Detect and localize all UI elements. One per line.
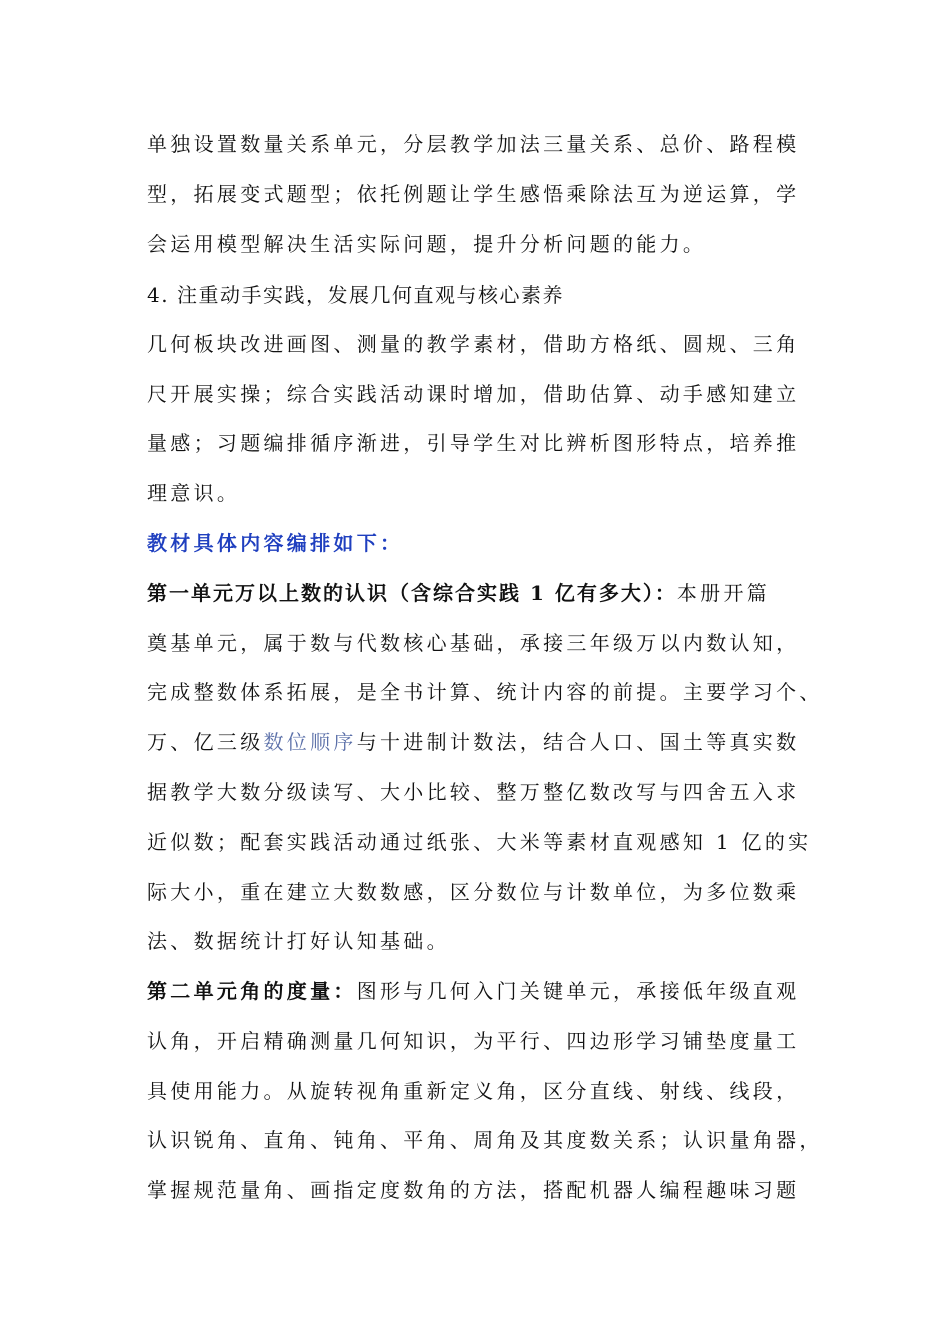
paragraph-line: 会运用模型解决生活实际问题，提升分析问题的能力。 (147, 232, 707, 256)
paragraph-line (147, 727, 799, 757)
unit-two-first-line (147, 976, 799, 1006)
paragraph-line: 理意识。 (147, 481, 241, 505)
unit-one-first-line (147, 578, 770, 608)
paragraph-line: 际大小，重在建立大数数感，区分数位与计数单位，为多位数乘 (147, 880, 800, 904)
paragraph-line: 几何板块改进画图、测量的教学素材，借助方格纸、圆规、三角 (147, 332, 800, 356)
paragraph-line: 具使用能力。从旋转视角重新定义角，区分直线、射线、线段， (147, 1079, 800, 1103)
paragraph-line: 据教学大数分级读写、大小比较、整万整亿数改写与四舍五入求 (147, 780, 800, 804)
paragraph-line: 尺开展实操；综合实践活动课时增加，借助估算、动手感知建立 (147, 382, 800, 406)
paragraph-line: 量感；习题编排循序渐进，引导学生对比辨析图形特点，培养推 (147, 431, 800, 455)
unit-two-text: 图形与几何入门关键单元，承接低年级直观 (356, 979, 800, 1003)
section-heading: 4. 注重动手实践，发展几何直观与核心素养 (147, 283, 564, 307)
paragraph-line: 认角，开启精确测量几何知识，为平行、四边形学习铺垫度量工 (147, 1029, 800, 1053)
paragraph-line: 型，拓展变式题型；依托例题让学生感悟乘除法互为逆运算，学 (147, 182, 800, 206)
unit-two-title: 第二单元角的度量： (147, 979, 357, 1003)
paragraph-line: 奠基单元，属于数与代数核心基础，承接三年级万以内数认知， (147, 631, 800, 655)
paragraph-line: 掌握规范量角、画指定度数角的方法，搭配机器人编程趣味习题 (147, 1178, 800, 1202)
text-segment: 与十进制计数法，结合人口、国土等真实数 (356, 730, 800, 754)
paragraph-line: 近似数；配套实践活动通过纸张、大米等素材直观感知 1 亿的实 (147, 830, 812, 854)
content-heading: 教材具体内容编排如下： (147, 531, 404, 555)
paragraph-line: 完成整数体系拓展，是全书计算、统计内容的前提。主要学习个、 (147, 680, 823, 704)
paragraph-line: 法、数据统计打好认知基础。 (147, 929, 450, 953)
paragraph-line: 认识锐角、直角、钝角、平角、周角及其度数关系；认识量角器， (147, 1128, 823, 1152)
text-segment: 万、亿三级 (147, 730, 264, 754)
unit-one-text: 本册开篇 (676, 581, 771, 605)
place-value-link[interactable]: 数位顺序 (263, 730, 357, 754)
unit-one-title: 第一单元万以上数的认识（含综合实践 1 亿有多大）： (147, 581, 677, 605)
paragraph-line: 单独设置数量关系单元，分层教学加法三量关系、总价、路程模 (147, 132, 800, 156)
